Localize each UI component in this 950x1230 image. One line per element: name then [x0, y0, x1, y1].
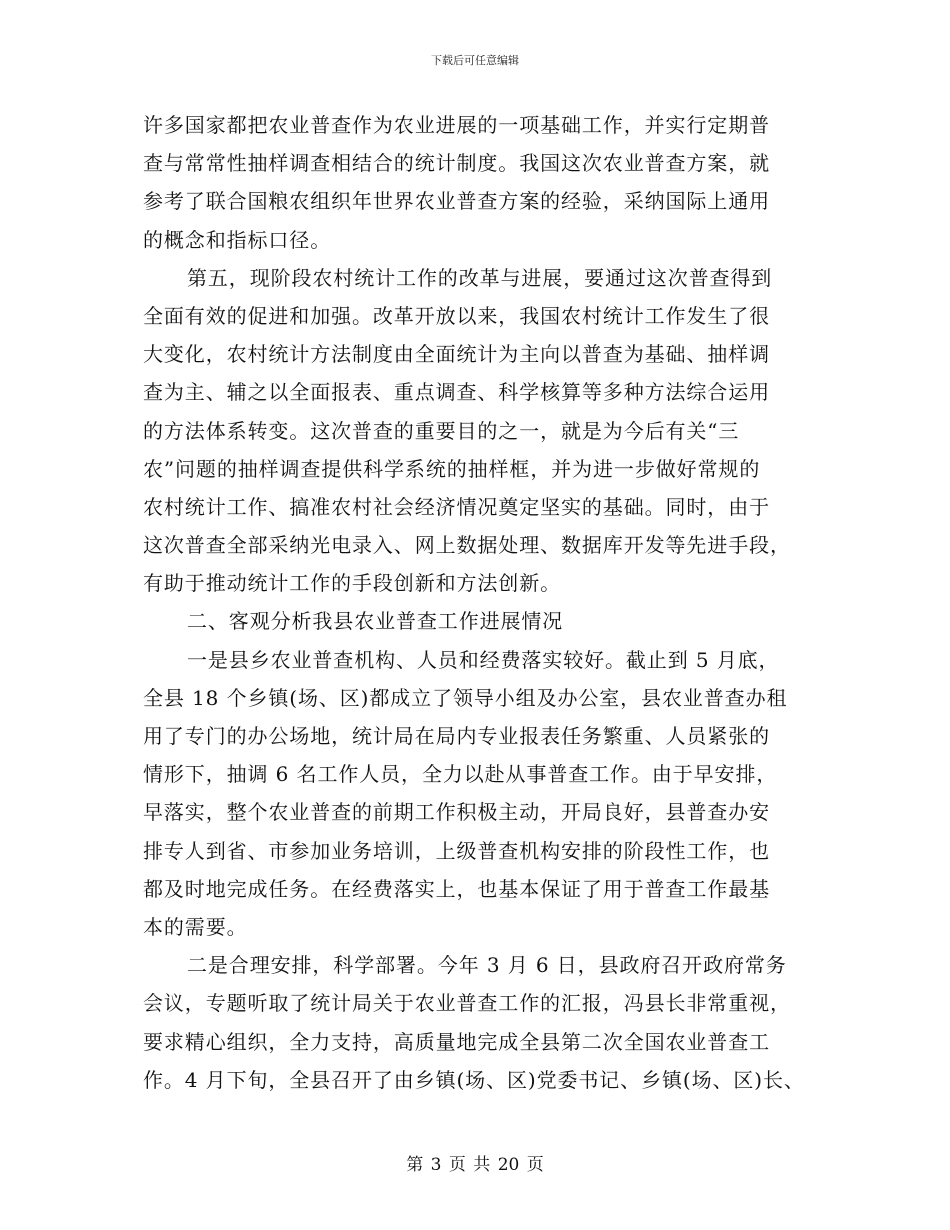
text-line: 的方法体系转变。这次普查的重要目的之一，就是为今后有关“三: [143, 418, 740, 443]
text-line: 情形下，抽调 6 名工作人员，全力以赴从事普查工作。由于早安排，: [143, 762, 778, 787]
text-line: 有助于推动统计工作的手段创新和方法创新。: [143, 571, 561, 596]
text-line: 都及时地完成任务。在经费落实上，也基本保证了用于普查工作最基: [143, 876, 770, 901]
text-line: 查为主、辅之以全面报表、重点调查、科学核算等多种方法综合运用: [143, 380, 770, 405]
text-line: 用了专门的办公场地，统计局在局内专业报表任务繁重、人员紧张的: [143, 724, 770, 748]
body-text: [143, 106, 823, 1099]
text-line: 查与常常性抽样调查相结合的统计制度。我国这次农业普查方案，就: [143, 151, 770, 176]
text-line: 二、客观分析我县农业普查工作进展情况: [187, 609, 564, 634]
text-line: 的概念和指标口径。: [143, 227, 332, 252]
text-line: 许多国家都把农业普查作为农业进展的一项基础工作，并实行定期普: [143, 113, 770, 137]
text-line: 会议，专题听取了统计局关于农业普查工作的汇报，冯县长非常重视，: [143, 991, 791, 1016]
text-line: 一是县乡农业普查机构、人员和经费落实较好。截止到 5 月底，: [187, 647, 780, 672]
text-line: 本的需要。: [143, 914, 248, 939]
text-line: 早落实，整个农业普查的前期工作积极主动，开局良好，县普查办安: [143, 800, 770, 825]
text-line: 农”问题的抽样调查提供科学系统的抽样框，并为进一步做好常规的: [143, 456, 761, 481]
text-line: 全县 18 个乡镇(场、区)都成立了领导小组及办公室，县农业普查办租: [143, 685, 788, 710]
text-line: 农村统计工作、搞准农村社会经济情况奠定坚实的基础。同时，由于: [143, 494, 770, 519]
text-line: 全面有效的促进和加强。改革开放以来，我国农村统计工作发生了很: [143, 303, 770, 328]
text-line: 作。4 月下旬，全县召开了由乡镇(场、区)党委书记、乡镇(场、区)长、: [143, 1067, 805, 1092]
text-line: 大变化，农村统计方法制度由全面统计为主向以普查为基础、抽样调: [143, 342, 770, 367]
page-header: 下载后可任意编辑: [431, 54, 519, 67]
text-line: 这次普查全部采纳光电录入、网上数据处理、数据库开发等先进手段，: [143, 533, 791, 558]
page-footer: 第 3 页 共 20 页: [406, 1155, 544, 1175]
text-line: 二是合理安排，科学部署。今年 3 月 6 日，县政府召开政府常务: [187, 953, 787, 978]
text-line: 参考了联合国粮农组织年世界农业普查方案的经验，采纳国际上通用: [143, 189, 770, 214]
text-line: 第五，现阶段农村统计工作的改革与进展，要通过这次普查得到: [187, 265, 773, 290]
text-line: 排专人到省、市参加业务培训，上级普查机构安排的阶段性工作，也: [143, 838, 770, 863]
text-line: 要求精心组织，全力支持，高质量地完成全县第二次全国农业普查工: [143, 1029, 770, 1054]
